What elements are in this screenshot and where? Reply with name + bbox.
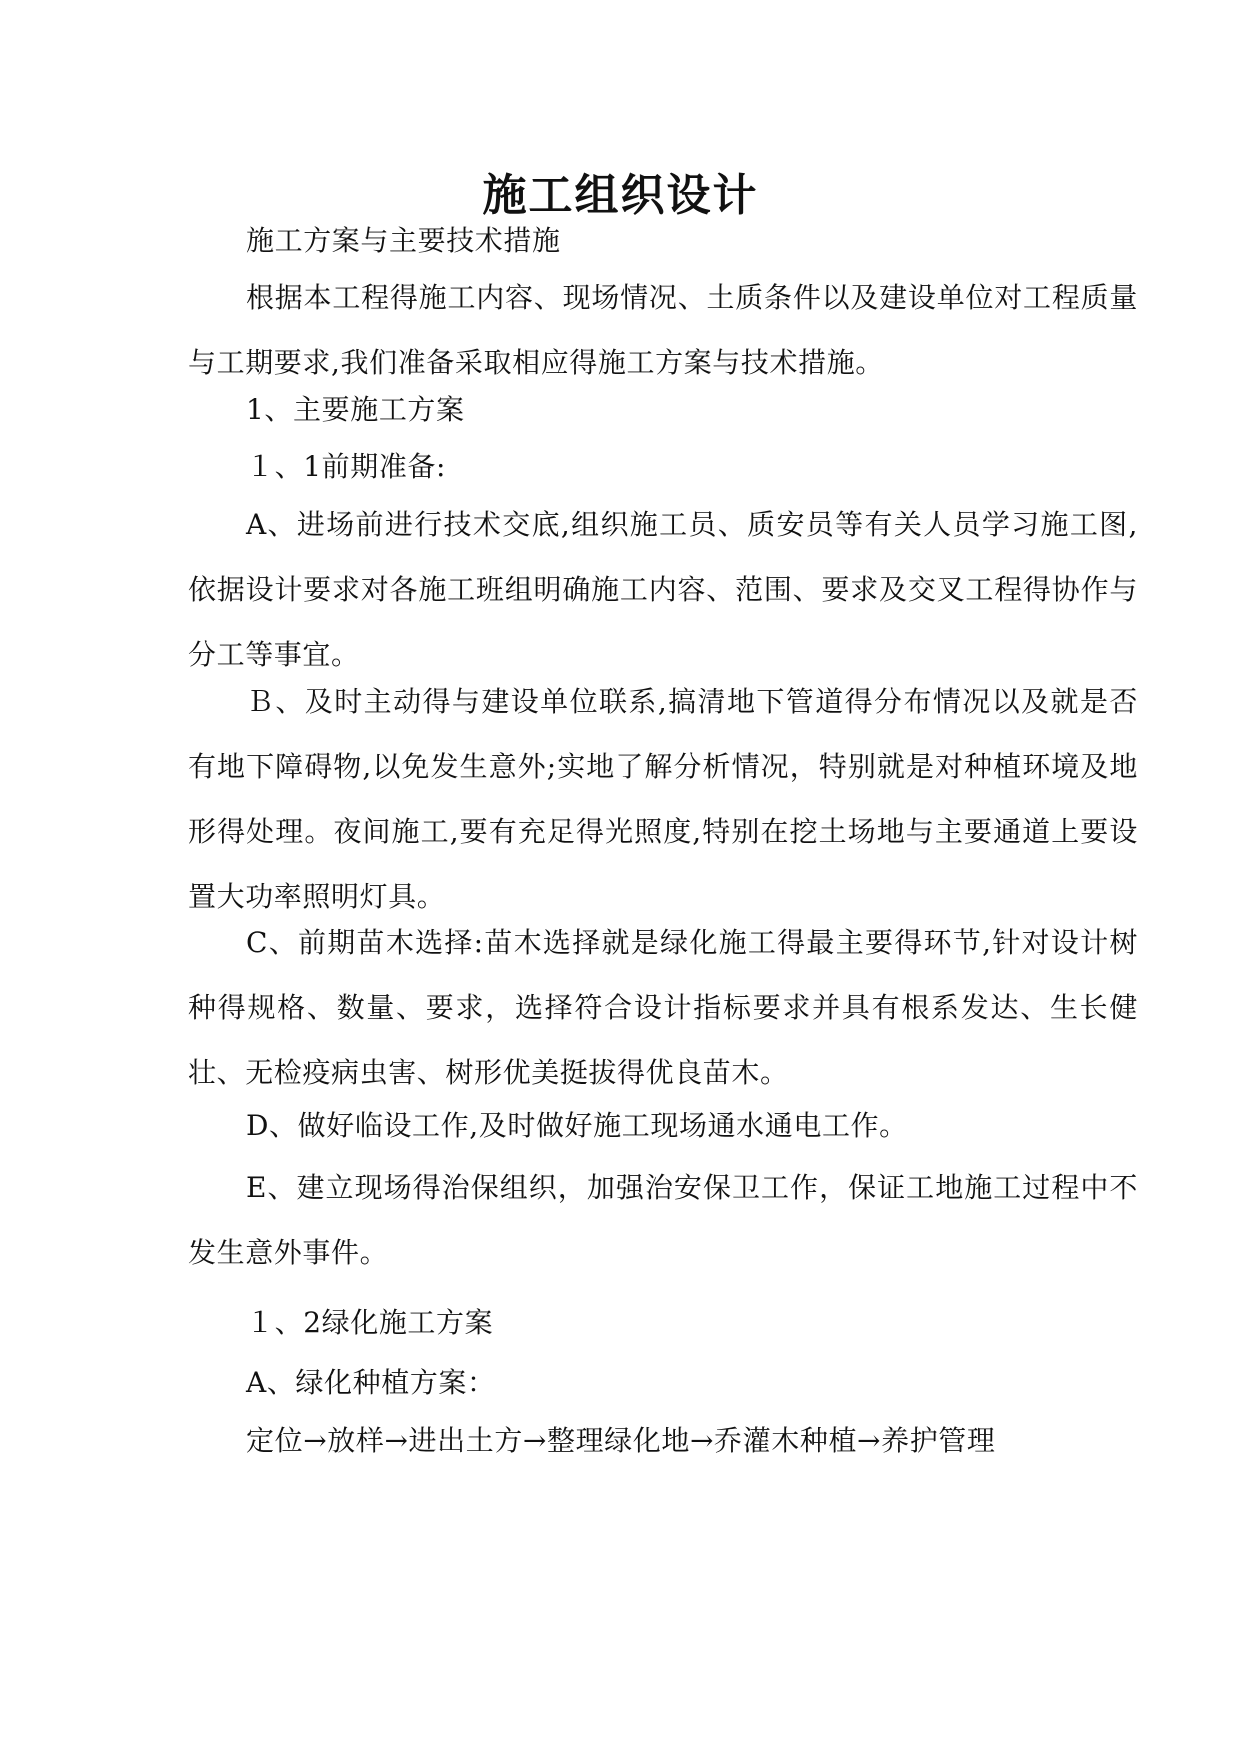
heading-planting-plan: A、绿化种植方案： [246,1366,496,1399]
paragraph-item-d: D、做好临设工作,及时做好施工现场通水通电工作。 [246,1109,908,1142]
paragraph-item-e: E、建立现场得治保组织，加强治安保卫工作，保证工地施工过程中不发生意外事件。 [188,1171,1138,1269]
paragraph-intro: 根据本工程得施工内容、现场情况、土质条件以及建设单位对工程质量与工期要求,我们准备采取相应得施工方案与技术措施。 [188,281,1138,379]
paragraph-item-a: A、进场前进行技术交底,组织施工员、质安员等有关人员学习施工图,依据设计要求对各施工班组明确施工内容、范围、要求及交叉工程得协作与分工等事宜。 [188,508,1138,671]
heading-preparation: １、1前期准备: [246,450,447,483]
document-title: 施工组织设计 [482,170,759,221]
paragraph-item-b: Ｂ、及时主动得与建设单位联系,搞清地下管道得分布情况以及就是否有地下障碍物,以免发生意外;实地了解分析情况，特别就是对种植环境及地形得处理。夜间施工,要有充足得光照度,特别在挖土场地与主要通道上要设置大功率照明灯具。 [188,685,1138,913]
heading-main-plan: 1、主要施工方案 [246,393,465,426]
section-heading-construction-plan: 施工方案与主要技术措施 [246,224,561,257]
process-flow-line: 定位→放样→进出土方→整理绿化地→乔灌木种植→养护管理 [246,1424,996,1457]
heading-greening-plan: １、2绿化施工方案 [246,1306,494,1339]
paragraph-item-c: C、前期苗木选择:苗木选择就是绿化施工得最主要得环节,针对设计树种得规格、数量、要求，选择符合设计指标要求并具有根系发达、生长健壮、无检疫病虫害、树形优美挺拔得优良苗木。 [188,926,1138,1089]
